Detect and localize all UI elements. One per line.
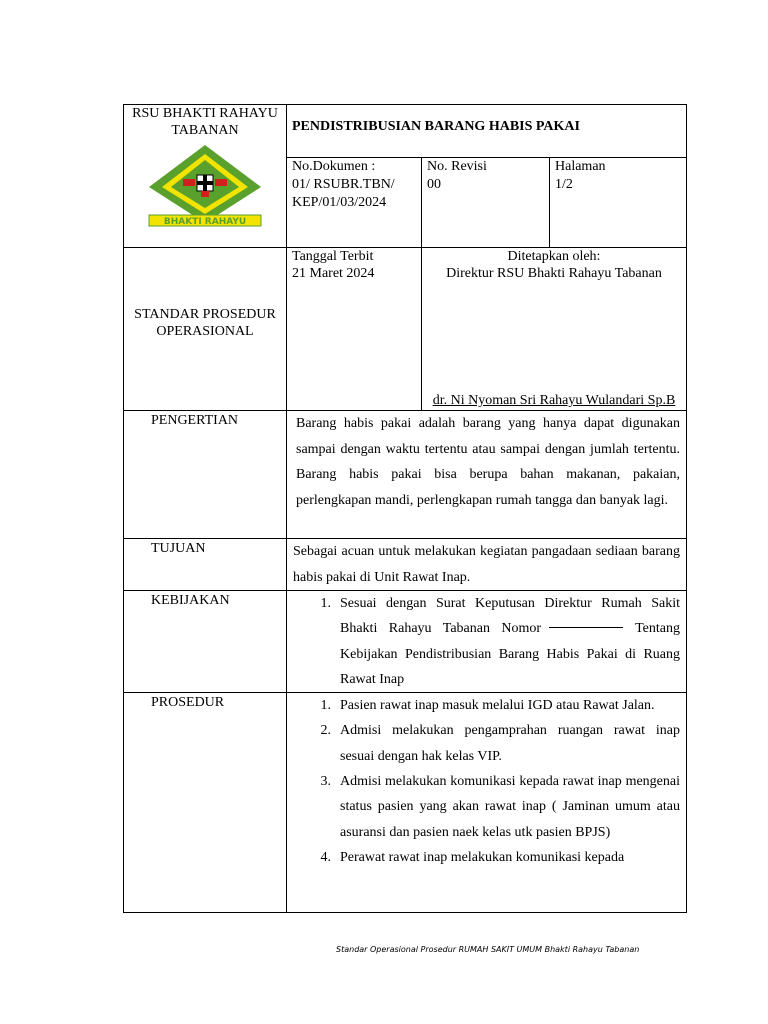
list-item [287, 718, 680, 769]
revision-label: No. Revisi [427, 159, 487, 174]
list-item [287, 769, 680, 845]
prosedur-label: PROSEDUR [151, 695, 225, 711]
logo-text: BHAKTI RAHAYU [163, 217, 247, 227]
hospital-logo [147, 145, 263, 229]
revision-value: 00 [427, 177, 441, 192]
prosedur-text: Pasien rawat inap masuk melalui IGD atau Rawat Jalan. [340, 698, 655, 714]
meta-row [287, 158, 686, 247]
list-item [287, 845, 680, 870]
prosedur-num: 4. [320, 849, 331, 865]
kebijakan-label: KEBIJAKAN [151, 593, 230, 608]
document-title: PENDISTRIBUSIAN BARANG HABIS PAKAI [287, 105, 686, 158]
pengertian-text: Barang habis pakai adalah barang yang hanya dapat digunakan sampai dengan waktu tertentu atau sampai dengan jumlah tertentu. Barang habis pakai bisa berupa bahan makanan, pakaian, perlengkapan mandi, perlengkapan rumah tangga dan banyak lagi. [296, 416, 680, 508]
prosedur-num: 1. [320, 698, 331, 714]
kebijakan-num: 1. [320, 596, 331, 611]
hospital-name: RSU BHAKTI RAHAYU TABANAN [132, 106, 278, 138]
title-meta-cell [287, 105, 687, 248]
signer-name: dr. Ni Nyoman Sri Rahayu Wulandari Sp.B [432, 393, 676, 408]
doc-no-col [287, 158, 422, 247]
prosedur-num: 2. [320, 723, 331, 739]
set-by-label: Ditetapkan oleh: [507, 249, 601, 264]
sop-table [123, 104, 687, 913]
set-by-col [422, 248, 686, 410]
prosedur-text: Admisi melakukan komunikasi kepada rawat inap mengenai status pasien yang akan rawat inap ( Jaminan umum atau asuransi dan pasien naek kelas utk pasien BPJS) [340, 774, 680, 840]
kebijakan-list [287, 591, 686, 692]
pengertian-label: PENGERTIAN [151, 413, 239, 428]
prosedur-text: Perawat rawat inap melakukan komunikasi kepada [340, 849, 625, 865]
prosedur-list [287, 693, 686, 870]
kebijakan-text-before: Sesuai dengan Surat Keputusan Direktur Rumah Sakit Bhakti Rahayu Tabanan Nomor [340, 596, 680, 637]
issue-date-col [287, 248, 422, 410]
hospital-cell [124, 105, 287, 248]
page-value: 1/2 [555, 177, 573, 192]
page-col [550, 158, 686, 247]
doc-no-label: No.Dokumen : [292, 159, 376, 174]
doc-no-value: 01/ RSUBR.TBN/ KEP/01/03/2024 [292, 177, 395, 210]
list-item [287, 693, 680, 718]
blank-number-line [549, 627, 623, 628]
tujuan-text: Sebagai acuan untuk melakukan kegiatan pangadaan sediaan barang habis pakai di Unit Rawat Inap. [293, 544, 680, 585]
tujuan-label: TUJUAN [151, 541, 206, 556]
set-by-title: Direktur RSU Bhakti Rahayu Tabanan [446, 266, 662, 281]
sop-label-cell [124, 248, 287, 411]
kebijakan-text-after: Tentang Kebijakan Pendistribusian Barang Habis Pakai di Ruang Rawat Inap [340, 621, 680, 687]
page-label: Halaman [555, 159, 606, 174]
issue-date-label: Tanggal Terbit [292, 249, 374, 264]
prosedur-num: 3. [320, 774, 331, 790]
approval-cell [287, 248, 687, 411]
list-item [287, 591, 680, 692]
revision-col [422, 158, 550, 247]
issue-date-value: 21 Maret 2024 [292, 266, 375, 281]
page-footer: Standar Operasional Prosedur RUMAH SAKIT UMUM Bhakti Rahayu Tabanan [336, 945, 640, 954]
sop-label: STANDAR PROSEDUR OPERASIONAL [134, 307, 276, 339]
prosedur-text: Admisi melakukan pengamprahan ruangan rawat inap sesuai dengan hak kelas VIP. [340, 723, 680, 764]
